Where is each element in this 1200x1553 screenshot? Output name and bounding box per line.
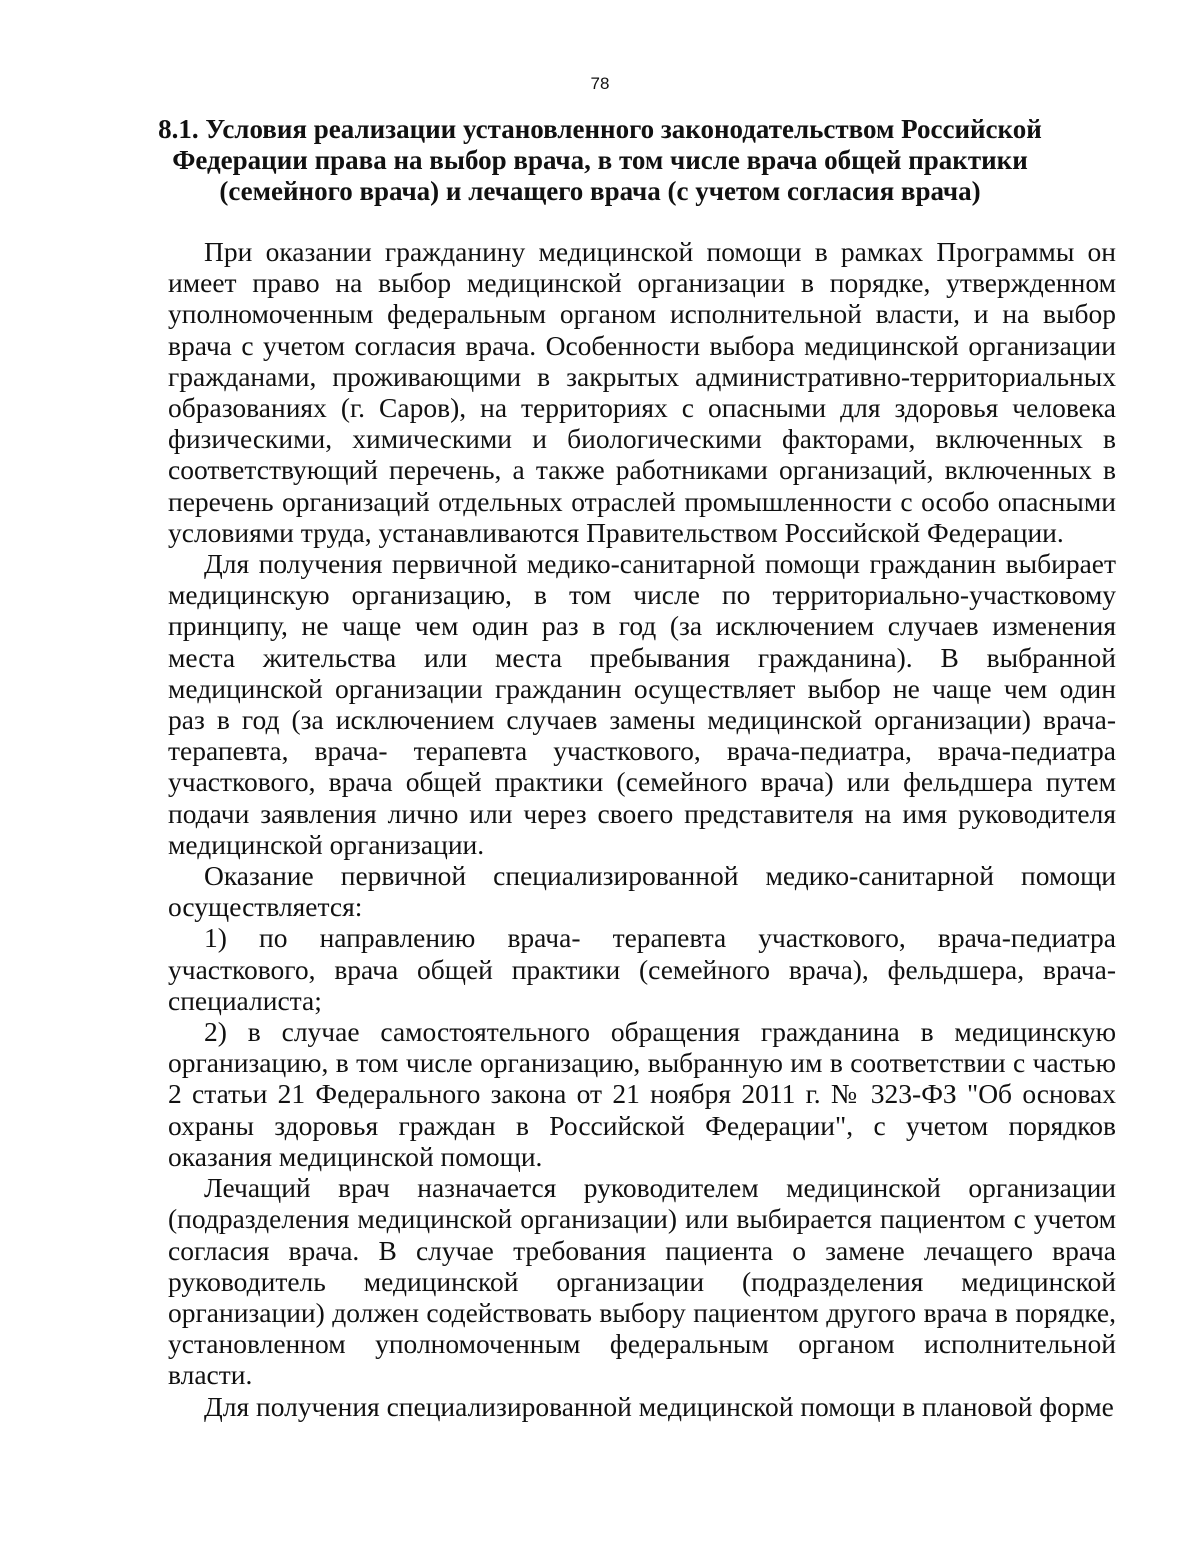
paragraph: Оказание первичной специализированной медико-санитарной помощи осуществляется: <box>168 860 1116 923</box>
list-item: 1) по направлению врача- терапевта участкового, врача-педиатра участкового, врача общей практики (семейного врача), фельдшера, врача-специалиста; <box>168 922 1116 1016</box>
page-number: 78 <box>590 74 610 93</box>
section-title-line: 8.1. Условия реализации установленного законодательством Российской <box>158 114 1042 144</box>
section-title-line: (семейного врача) и лечащего врача (с учетом согласия врача) <box>219 176 981 206</box>
paragraph: При оказании гражданину медицинской помощи в рамках Программы он имеет право на выбор медицинской организации в порядке, утвержденном уполномоченным федеральным органом исполнительной власти, и на выбор врача с учетом согласия врача. Особенности выбора медицинской организации гражданами, проживающими в закрытых административно-территориальных образованиях (г. Саров), на территориях с опасными для здоровья человека физическими, химическими и биологическими факторами, включенных в соответствующий перечень, а также работниками организаций, включенных в перечень организаций отдельных отраслей промышленности с особо опасными условиями труда, устанавливаются Правительством Российской Федерации. <box>168 236 1116 548</box>
paragraph: Для получения специализированной медицинской помощи в плановой форме <box>204 1390 1114 1422</box>
section-title-line: Федерации права на выбор врача, в том числе врача общей практики <box>172 145 1028 175</box>
body-text <box>168 236 1116 1422</box>
paragraph: Лечащий врач назначается руководителем медицинской организации (подразделения медицинской организации) или выбирается пациентом с учетом согласия врача. В случае требования пациента о замене лечащего врача руководитель медицинской организации (подразделения медицинской организации) должен содействовать выбору пациентом другого врача в порядке, установленном уполномоченным федеральным органом исполнительной власти. <box>168 1172 1116 1391</box>
paragraph: Для получения первичной медико-санитарной помощи гражданин выбирает медицинскую организацию, в том числе по территориально-участковому принципу, не чаще чем один раз в год (за исключением случаев изменения места жительства или места пребывания гражданина). В выбранной медицинской организации гражданин осуществляет выбор не чаще чем один раз в год (за исключением случаев замены медицинской организации) врача-терапевта, врача- терапевта участкового, врача-педиатра, врача-педиатра участкового, врача общей практики (семейного врача) или фельдшера путем подачи заявления лично или через своего представителя на имя руководителя медицинской организации. <box>168 548 1116 860</box>
section-title <box>150 114 1050 207</box>
list-item: 2) в случае самостоятельного обращения гражданина в медицинскую организацию, в том числе организацию, выбранную им в соответствии с частью 2 статьи 21 Федерального закона от 21 ноября 2011 г. № 323-ФЗ "Об основах охраны здоровья граждан в Российской Федерации", с учетом порядков оказания медицинской помощи. <box>168 1016 1116 1172</box>
